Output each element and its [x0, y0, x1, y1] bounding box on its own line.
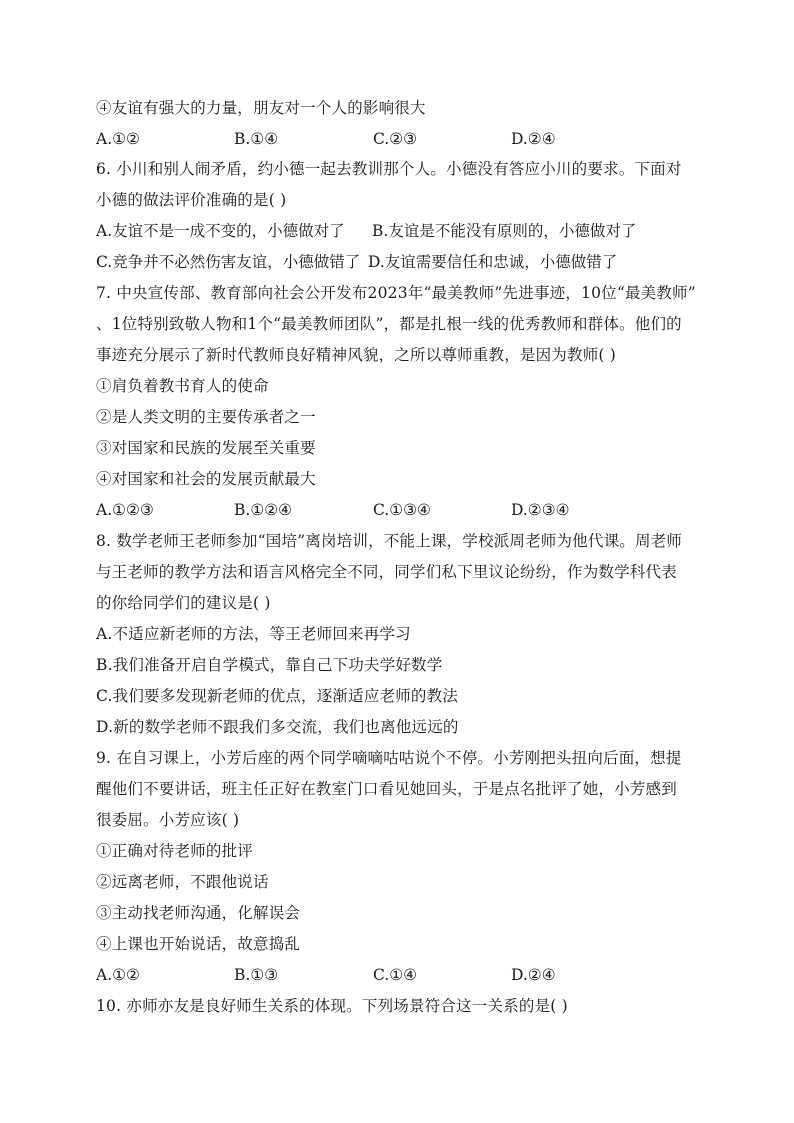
q6-stem-line-1: 6. 小川和别人闹矛盾，约小德一起去教训那个人。小德没有答应小川的要求。下面对 [96, 160, 682, 178]
q6-option-d: D.友谊需要信任和忠诚，小德做错了 [368, 253, 618, 271]
q9-item-3: ③主动找老师沟通，化解误会 [96, 904, 301, 922]
q5-option-a: A.①② [96, 130, 140, 148]
q9-stem-line-2: 醒他们不要讲话，班主任正好在教室门口看见她回头，于是点名批评了她，小芳感到 [96, 780, 677, 798]
q7-option-b: B.①②④ [234, 501, 293, 519]
q7-item-3: ③对国家和民族的发展至关重要 [96, 439, 316, 457]
q8-stem-line-3: 的你给同学们的建议是( ) [96, 594, 271, 612]
q9-item-2: ②远离老师，不跟他说话 [96, 873, 269, 891]
q6-option-a: A.友谊不是一成不变的，小德做对了 [96, 222, 345, 240]
q8-option-b: B.我们准备开启自学模式，靠自己下功夫学好数学 [96, 656, 443, 674]
q10-stem-line-1: 10. 亦师亦友是良好师生关系的体现。下列场景符合这一关系的是( ) [96, 997, 568, 1015]
q8-option-a: A.不适应新老师的方法，等王老师回来再学习 [96, 625, 411, 643]
q9-stem-line-1: 9. 在自习课上，小芳后座的两个同学嘀嘀咕咕说个不停。小芳刚把头扭向后面，想提 [96, 749, 682, 767]
q9-stem-line-3: 很委屈。小芳应该( ) [96, 811, 240, 829]
q6-stem-line-2: 小德的做法评价准确的是( ) [96, 191, 287, 209]
q7-stem-line-2: 、1位特别致敬人物和1个“最美教师团队”，都是扎根一线的优秀教师和群体。他们的 [96, 315, 682, 333]
q8-stem-line-2: 与王老师的教学方法和语言风格完全不同，同学们私下里议论纷纷，作为数学科代表 [96, 563, 677, 581]
q7-item-1: ①肩负着教书育人的使命 [96, 377, 269, 395]
q5-item-4: ④友谊有强大的力量，朋友对一个人的影响很大 [96, 99, 426, 117]
q7-option-d: D.②③④ [511, 501, 570, 519]
q9-option-a: A.①② [96, 966, 140, 984]
q5-option-b: B.①④ [234, 130, 279, 148]
q8-option-d: D.新的数学老师不跟我们多交流，我们也离他远远的 [96, 718, 459, 736]
q7-stem-line-1: 7. 中央宣传部、教育部向社会公开发布2023年“最美教师”先进事迹，10位“最美教师” [96, 284, 696, 302]
q6-option-c: C.竞争并不必然伤害友谊，小德做错了 [96, 253, 361, 271]
q6-option-b: B.友谊是不能没有原则的，小德做对了 [372, 222, 637, 240]
q9-option-d: D.②④ [511, 966, 556, 984]
q7-stem-line-3: 事迹充分展示了新时代教师良好精神风貌，之所以尊师重教，是因为教师( ) [96, 346, 617, 364]
q9-option-c: C.①④ [373, 966, 418, 984]
q5-option-c: C.②③ [373, 130, 418, 148]
q7-option-c: C.①③④ [373, 501, 431, 519]
q8-stem-line-1: 8. 数学老师王老师参加“国培”离岗培训，不能上课，学校派周老师为他代课。周老师 [96, 532, 683, 550]
q7-item-4: ④对国家和社会的发展贡献最大 [96, 470, 316, 488]
q9-item-4: ④上课也开始说话，故意捣乱 [96, 935, 301, 953]
q5-option-d: D.②④ [511, 130, 556, 148]
q9-option-b: B.①③ [234, 966, 279, 984]
q7-option-a: A.①②③ [96, 501, 154, 519]
q7-item-2: ②是人类文明的主要传承者之一 [96, 408, 316, 426]
q9-item-1: ①正确对待老师的批评 [96, 842, 254, 860]
q8-option-c: C.我们要多发现新老师的优点，逐渐适应老师的教法 [96, 687, 459, 705]
